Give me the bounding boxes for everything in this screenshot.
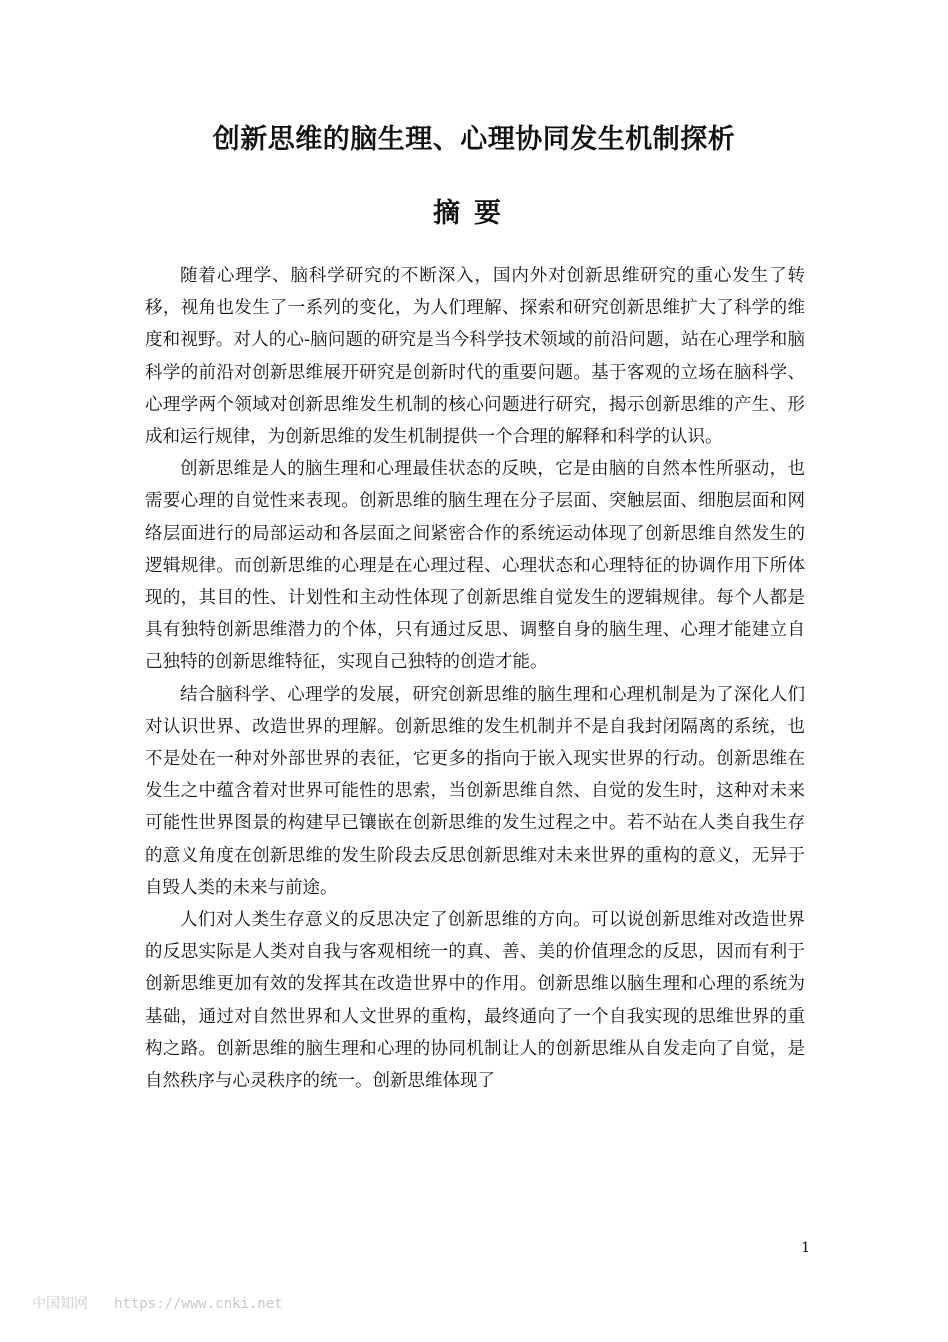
watermark-site-name: 中国知网 — [32, 1296, 88, 1312]
abstract-body — [145, 260, 805, 1097]
abstract-heading: 摘要 — [433, 198, 515, 229]
paper-title: 创新思维的脑生理、心理协同发生机制探析 — [212, 124, 736, 155]
abstract-paragraph-2: 创新思维是人的脑生理和心理最佳状态的反映，它是由脑的自然本性所驱动，也需要心理的自觉性来表现。创新思维的脑生理在分子层面、突触层面、细胞层面和网络层面进行的局部运动和各层面之间紧密合作的系统运动体现了创新思维自然发生的逻辑规律。而创新思维的心理是在心理过程、心理状态和心理特征的协调作用下所体现的，其目的性、计划性和主动性体现了创新思维自觉发生的逻辑规律。每个人都是具有独特创新思维潜力的个体，只有通过反思、调整自身的脑生理、心理才能建立自己独特的创新思维特征，实现自己独特的创造才能。 — [145, 459, 805, 673]
cnki-watermark — [32, 1293, 283, 1315]
abstract-paragraph-3: 结合脑科学、心理学的发展，研究创新思维的脑生理和心理机制是为了深化人们对认识世界、改造世界的理解。创新思维的发生机制并不是自我封闭隔离的系统，也不是处在一种对外部世界的表征，它更多的指向于嵌入现实世界的行动。创新思维在发生之中蕴含着对世界可能性的思索，当创新思维自然、自觉的发生时，这种对未来可能性世界图景的构建早已镶嵌在创新思维的发生过程之中。若不站在人类自我生存的意义角度在创新思维的发生阶段去反思创新思维对未来世界的重构的意义，无异于自毁人类的未来与前途。 — [145, 684, 805, 898]
abstract-paragraph-4: 人们对人类生存意义的反思决定了创新思维的方向。可以说创新思维对改造世界的反思实际是人类对自我与客观相统一的真、善、美的价值理念的反思，因而有利于创新思维更加有效的发挥其在改造世界中的作用。创新思维以脑生理和心理的系统为基础，通过对自然世界和人文世界的重构，最终通向了一个自我实现的思维世界的重构之路。创新思维的脑生理和心理的协同机制让人的创新思维从自发走向了自觉，是自然秩序与心灵秩序的统一。创新思维体现了 — [145, 910, 805, 1092]
watermark-url: https://www.cnki.net — [114, 1296, 283, 1312]
page-number: 1 — [801, 1240, 810, 1256]
abstract-paragraph-1: 随着心理学、脑科学研究的不断深入，国内外对创新思维研究的重心发生了转移，视角也发生了一系列的变化，为人们理解、探索和研究创新思维扩大了科学的维度和视野。对人的心-脑问题的研究是当今科学技术领域的前沿问题，站在心理学和脑科学的前沿对创新思维展开研究是创新时代的重要问题。基于客观的立场在脑科学、心理学两个领域对创新思维发生机制的核心问题进行研究，揭示创新思维的产生、形成和运行规律，为创新思维的发生机制提供一个合理的解释和科学的认识。 — [145, 266, 805, 448]
